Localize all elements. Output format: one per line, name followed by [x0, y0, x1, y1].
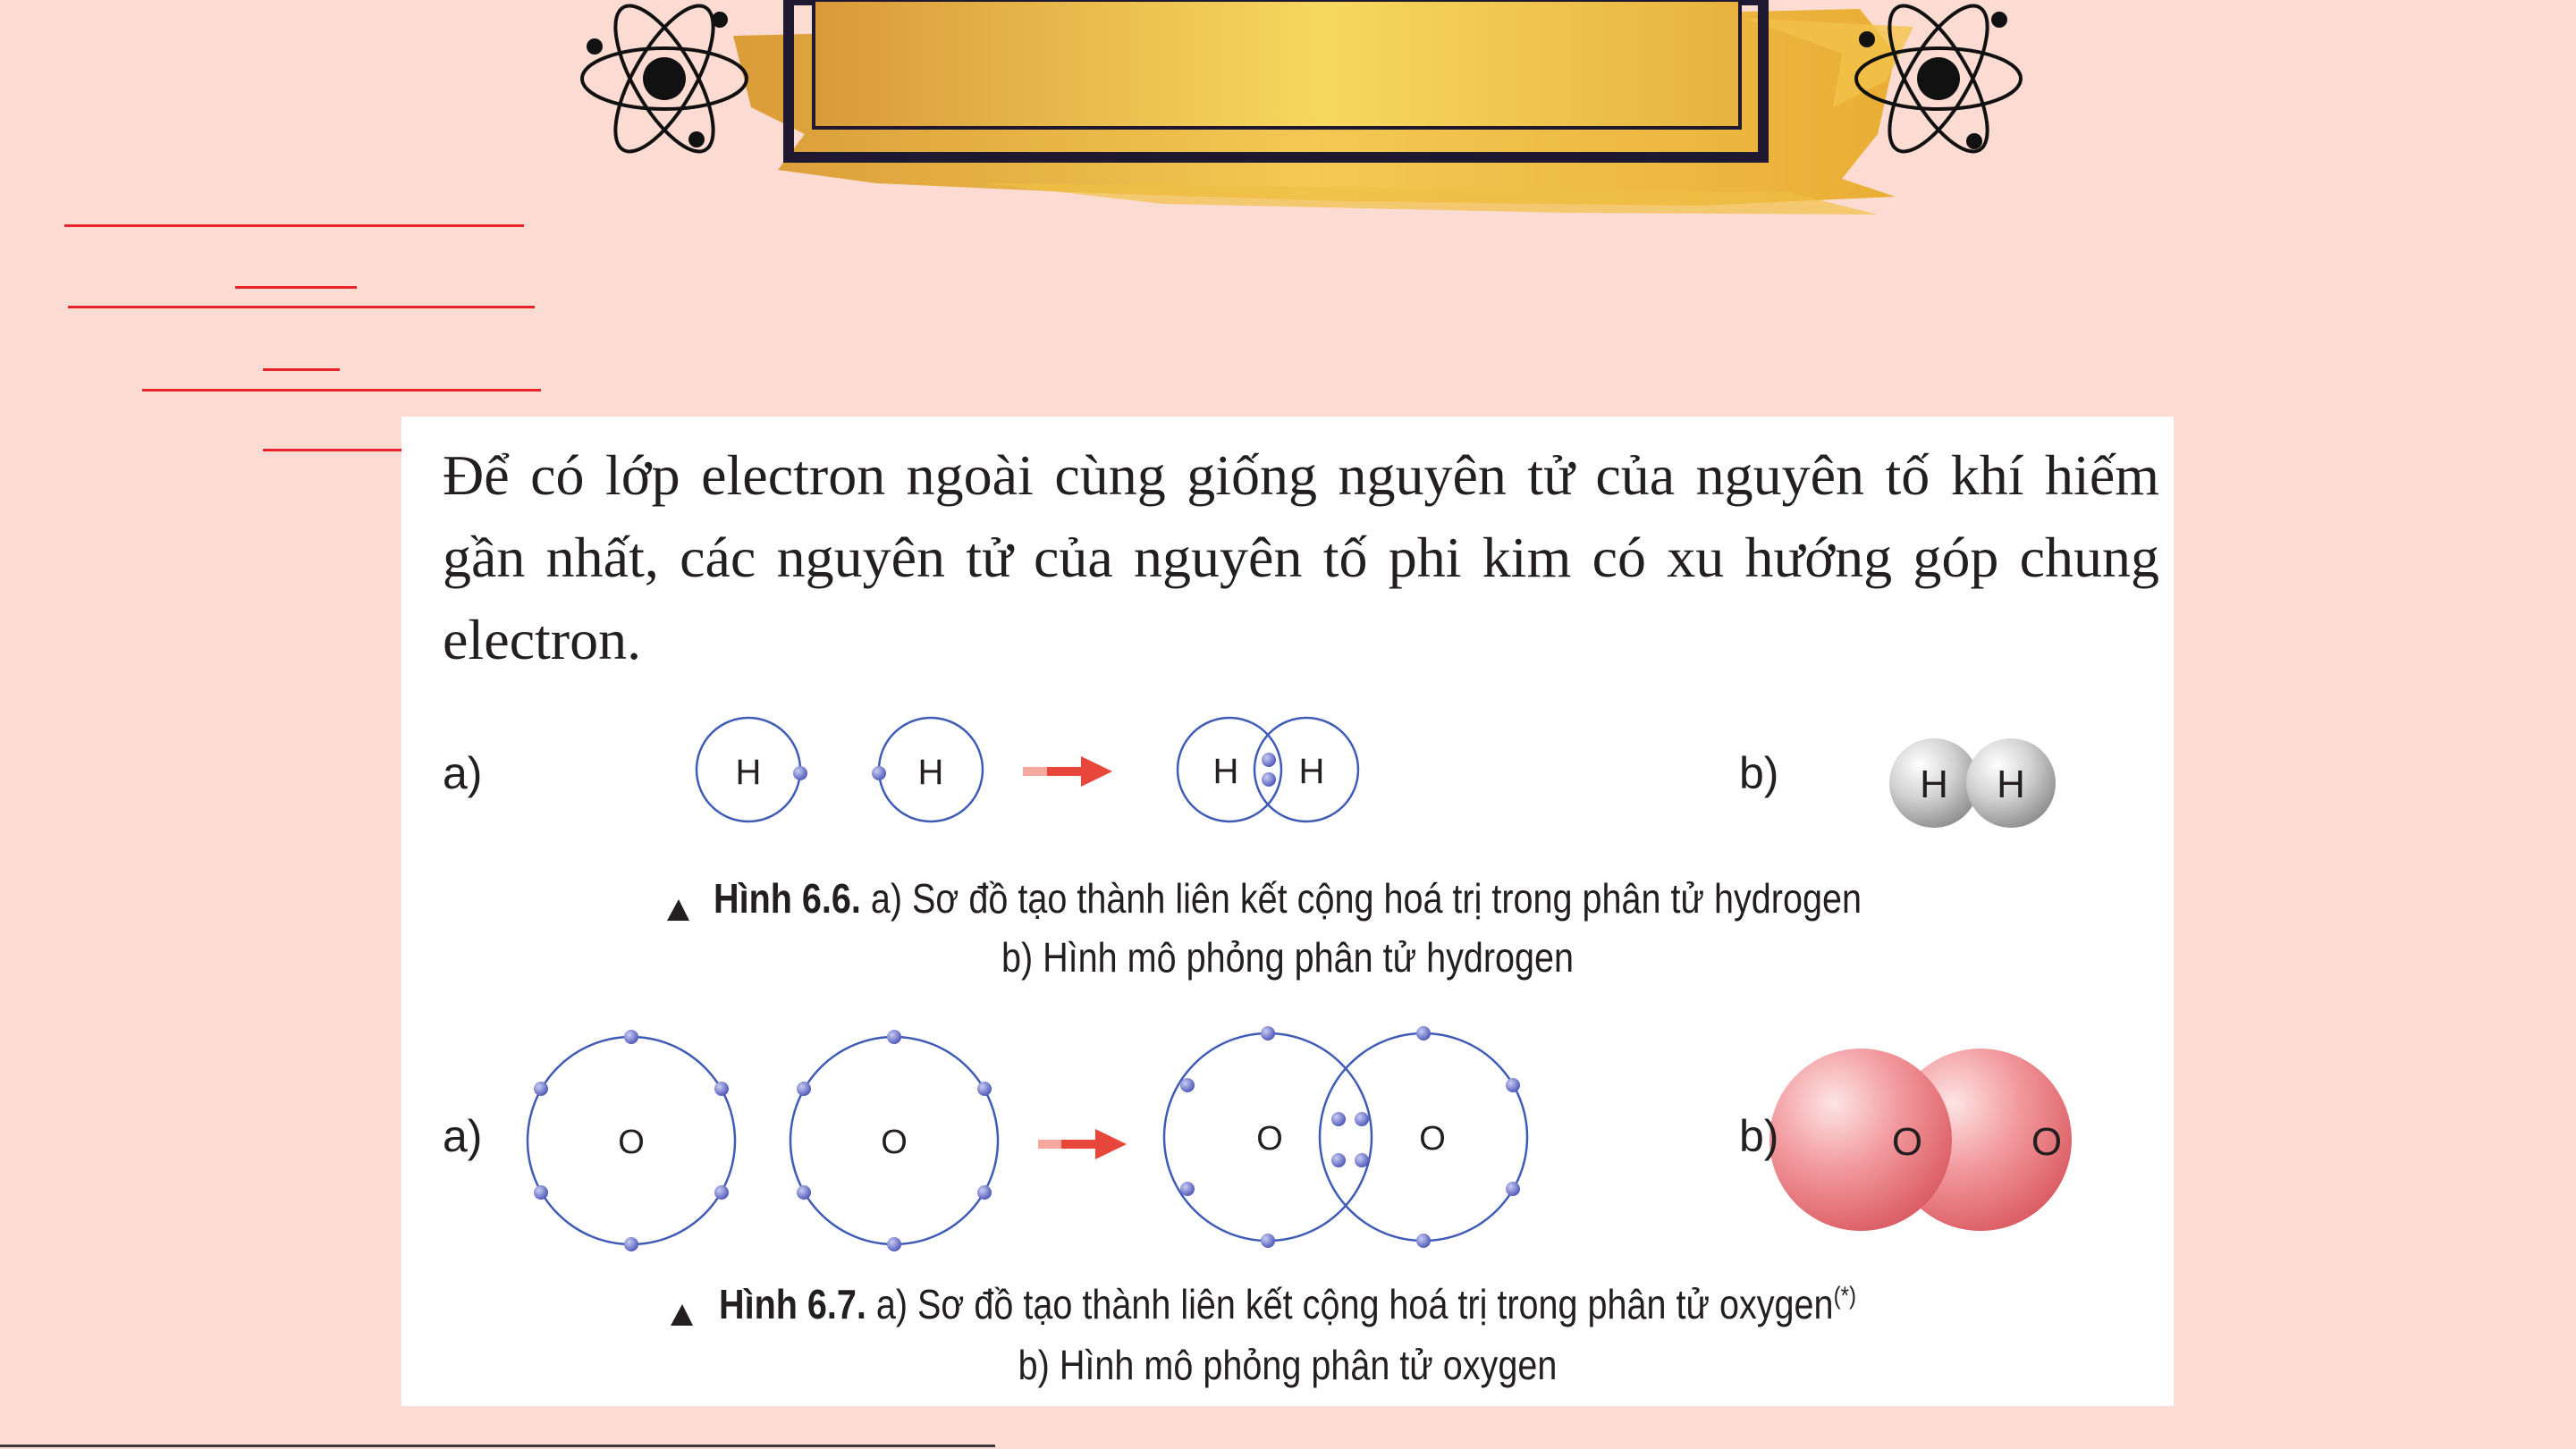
banner-panel	[814, 0, 1740, 128]
atom-symbol: O	[1256, 1120, 1283, 1158]
figure-67-label-a: a)	[443, 1111, 483, 1161]
figure-66-label-b: b)	[1739, 748, 1779, 798]
decor-line	[68, 306, 535, 308]
reaction-arrow-icon	[1038, 1129, 1127, 1159]
figure-67-caption-sup: (*)	[1833, 1281, 1856, 1310]
body-paragraph: Để có lớp electron ngoài cùng giống nguyên tử của nguyên tố khí hiếm gần nhất, các nguyên tử của nguyên tố phi kim có xu hướng góp chung electron.	[443, 443, 2159, 671]
hydrogen-molecule-model	[1889, 738, 2056, 828]
figure-66-caption-b-text: b) Hình mô phỏng phân tử hydrogen	[1001, 934, 1575, 981]
atom-symbol: O	[618, 1124, 645, 1161]
decor-line	[263, 449, 422, 451]
atom-symbol: O	[881, 1124, 908, 1161]
atom-symbol: O	[1419, 1120, 1446, 1158]
decor-line	[142, 389, 541, 392]
decor-line	[263, 368, 340, 371]
reaction-arrow-icon	[1023, 756, 1112, 787]
figure-67-caption	[526, 1280, 2050, 1328]
atom-symbol: H	[1212, 752, 1239, 791]
atom-symbol: O	[2031, 1120, 2063, 1164]
atom-symbol: H	[1920, 762, 1948, 806]
bottom-divider	[0, 1445, 995, 1447]
decor-line	[235, 286, 357, 289]
figure-67-number: Hình 6.7.	[719, 1281, 866, 1327]
figure-67-caption-b	[526, 1341, 2050, 1389]
figure-66-caption-b	[526, 933, 2050, 981]
figure-66-number: Hình 6.6.	[714, 875, 861, 922]
atom-symbol: O	[1891, 1120, 1923, 1164]
atom-icon	[582, 0, 747, 165]
decor-line	[64, 224, 524, 227]
content-card	[401, 417, 2174, 1406]
figure-66-caption-a: a) Sơ đồ tạo thành liên kết cộng hoá trị trong phân tử hydrogen	[870, 875, 1862, 922]
figure-66-caption	[526, 874, 2050, 922]
figure-67-caption-a: a) Sơ đồ tạo thành liên kết cộng hoá trị trong phân tử oxygen	[875, 1281, 1834, 1327]
hydrogen-molecule-shells	[1178, 718, 1358, 821]
figure-67-caption-b-text: b) Hình mô phỏng phân tử oxygen	[1018, 1342, 1558, 1388]
atom-symbol: H	[1298, 752, 1325, 791]
title-banner	[0, 0, 2576, 232]
atom-symbol: H	[917, 753, 944, 792]
oxygen-molecule-shells	[1164, 1026, 1527, 1248]
atom-symbol: H	[735, 753, 762, 792]
figure-66-label-a: a)	[443, 748, 483, 798]
figure-67-label-b: b)	[1739, 1111, 1779, 1161]
atom-symbol: H	[1997, 762, 2025, 806]
